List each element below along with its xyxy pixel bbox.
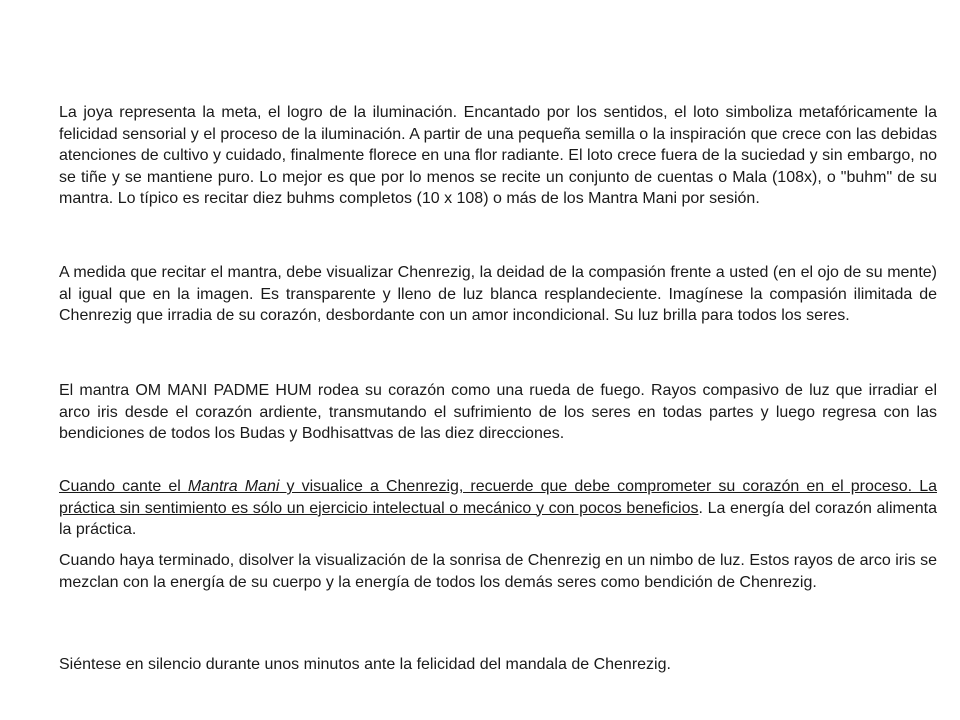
underlined-text-end: y visualice a Chenrezig, recuerde que debe comprometer su corazón en el proceso. La práctica sin sentimiento es sólo un ejercicio intelectual o mecánico y con pocos beneficios [59, 478, 937, 517]
paragraph-jewel-lotus: La joya representa la meta, el logro de la iluminación. Encantado por los sentidos, el loto simboliza metafóricamente la felicidad sensorial y el proceso de la iluminación. A partir de una pequeña semilla o la inspiración que crece con las debidas atenciones de cultivo y cuidado, finalmente florece en una flor radiante. El loto crece fuera de la suciedad y sin embargo, no se tiñe y se mantiene puro. Lo mejor es que por lo menos se recite un conjunto de cuentas o Mala (108x), o "buhm" de su mantra. Lo típico es recitar diez buhms completos (10 x 108) o más de los Mantra Mani por sesión. [59, 104, 937, 207]
paragraph-heart-commitment [59, 476, 937, 541]
paragraph-mantra-wheel: El mantra OM MANI PADME HUM rodea su corazón como una rueda de fuego. Rayos compasivo de luz que irradiar el arco iris desde el corazón ardiente, transmutando el sufrimiento de los seres en todas partes y luego regresa con las bendiciones de todos los Budas y Bodhisattvas de las diez direcciones. [59, 382, 937, 442]
paragraph-visualize-chenrezig: A medida que recitar el mantra, debe visualizar Chenrezig, la deidad de la compasión frente a usted (en el ojo de su mente) al igual que en la imagen. Es transparente y lleno de luz blanca resplandeciente. Imagínese la compasión ilimitada de Chenrezig que irradia de su corazón, desbordante con un amor incondicional. Su luz brilla para todos los seres. [59, 264, 937, 324]
paragraph-tail: . La energía del corazón alimenta la práctica. [59, 499, 938, 538]
paragraph-dissolve-visualization: Cuando haya terminado, disolver la visualización de la sonrisa de Chenrezig en un nimbo de luz. Estos rayos de arco iris se mezclan con la energía de su cuerpo y la energía de todos los demás seres como bendición de Chenrezig. [59, 552, 937, 591]
underlined-text-start: Cuando cante el [59, 478, 188, 495]
mantra-mani-italic: Mantra Mani [187, 478, 280, 495]
paragraph-silence: Siéntese en silencio durante unos minutos ante la felicidad del mandala de Chenrezig. [59, 656, 671, 673]
